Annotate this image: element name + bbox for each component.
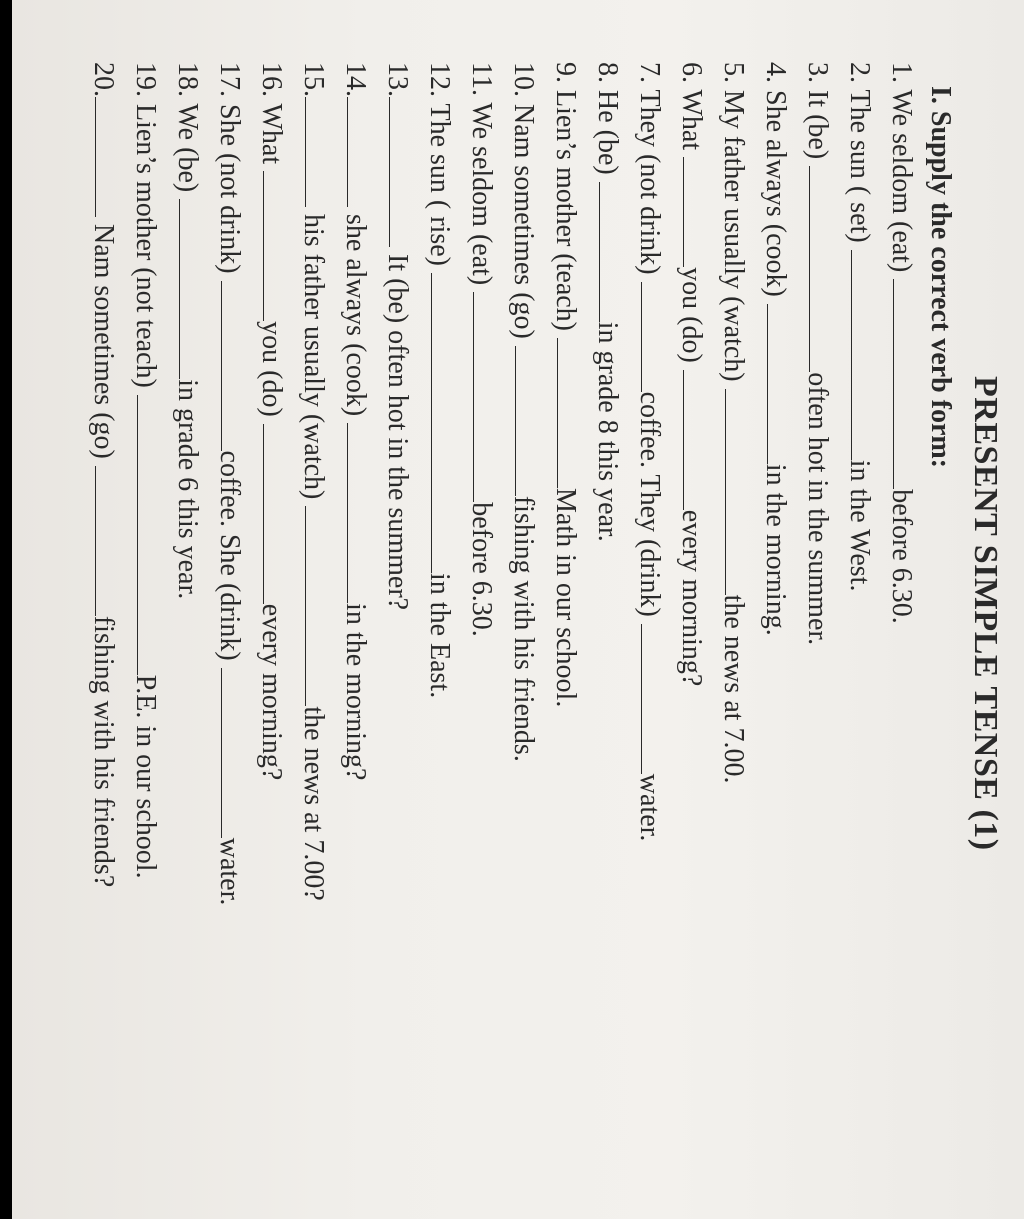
item-text: We seldom (eat) <box>886 89 917 273</box>
answer-blank[interactable] <box>347 423 370 603</box>
item-text: What <box>256 103 287 165</box>
item-text: It (be) <box>802 90 833 160</box>
item-text: It (be) often hot in the summer? <box>382 254 413 611</box>
answer-blank[interactable] <box>431 273 454 573</box>
item-text: She (not drink) <box>214 104 245 274</box>
item-number: 12. <box>424 62 455 97</box>
item-number: 20. <box>88 62 119 97</box>
item-number: 8. <box>592 62 623 83</box>
exercise-item-9 <box>548 62 582 707</box>
item-text: We seldom (eat) <box>466 102 497 286</box>
answer-blank[interactable] <box>767 304 790 464</box>
item-number: 14. <box>340 62 371 97</box>
item-number: 6. <box>676 62 707 83</box>
exercise-item-1 <box>884 62 918 624</box>
answer-blank[interactable] <box>263 424 286 604</box>
item-text: coffee. They (drink) <box>634 391 665 617</box>
item-number: 7. <box>634 62 665 83</box>
answer-blank[interactable] <box>305 97 328 207</box>
section-heading: I. Supply the correct verb form: <box>925 86 956 469</box>
exercise-item-13 <box>380 62 414 610</box>
answer-blank[interactable] <box>137 395 160 675</box>
item-text: What <box>676 89 707 151</box>
exercise-item-10 <box>506 62 540 762</box>
worksheet-content <box>16 38 1016 1178</box>
item-text: before 6.30. <box>886 489 917 624</box>
answer-blank[interactable] <box>683 370 706 510</box>
item-text: every morning? <box>256 603 287 781</box>
item-text: water. <box>214 837 245 906</box>
item-text: fishing with his friends? <box>88 615 119 888</box>
item-number: 18. <box>172 62 203 97</box>
item-number: 2. <box>844 62 875 83</box>
item-text: the news at 7.00. <box>718 594 749 784</box>
answer-blank[interactable] <box>599 182 622 322</box>
exercise-item-15 <box>296 62 330 901</box>
item-text: Nam sometimes (go) <box>508 104 539 339</box>
item-number: 5. <box>718 62 749 83</box>
exercise-item-4 <box>758 62 792 636</box>
item-text: in the West. <box>844 459 875 592</box>
answer-blank[interactable] <box>851 250 874 460</box>
item-text: you (do) <box>676 267 707 363</box>
item-number: 15. <box>298 62 329 97</box>
item-number: 19. <box>130 62 161 97</box>
item-text: We (be) <box>172 103 203 193</box>
answer-blank[interactable] <box>95 466 118 616</box>
answer-blank[interactable] <box>515 346 538 496</box>
item-number: 4. <box>760 62 791 83</box>
item-text: Lien’s mother (not teach) <box>130 104 161 388</box>
exercise-item-6 <box>674 62 708 686</box>
exercise-item-8 <box>590 62 624 542</box>
item-text: Math in our school. <box>550 488 581 708</box>
exercise-item-3 <box>800 62 834 645</box>
answer-blank[interactable] <box>473 292 496 502</box>
item-text: The sun ( set) <box>844 89 875 243</box>
answer-blank[interactable] <box>221 281 244 451</box>
item-text: Nam sometimes (go) <box>88 224 119 459</box>
answer-blank[interactable] <box>221 668 244 838</box>
item-text: He (be) <box>592 90 623 175</box>
exercise-item-12 <box>422 62 456 698</box>
item-text: in the morning? <box>340 603 371 781</box>
item-text: fishing with his friends. <box>508 495 539 762</box>
answer-blank[interactable] <box>641 624 664 774</box>
exercise-item-19 <box>128 62 162 879</box>
item-number: 17. <box>214 62 245 97</box>
item-text: before 6.30. <box>466 502 497 637</box>
answer-blank[interactable] <box>389 97 412 247</box>
answer-blank[interactable] <box>893 279 916 489</box>
item-text: They (not drink) <box>634 89 665 275</box>
exercise-item-2 <box>842 62 876 591</box>
answer-blank[interactable] <box>347 97 370 207</box>
exercise-item-11 <box>464 62 498 637</box>
item-text: in the morning. <box>760 463 791 636</box>
exercise-item-14 <box>338 62 372 780</box>
answer-blank[interactable] <box>641 282 664 392</box>
item-text: often hot in the summer. <box>802 372 833 646</box>
answer-blank[interactable] <box>725 389 748 595</box>
answer-blank[interactable] <box>305 506 328 706</box>
exercise-item-20 <box>86 62 120 887</box>
item-number: 10. <box>508 62 539 97</box>
item-text: in grade 6 this year. <box>172 379 203 600</box>
item-text: Lien’s mother (teach) <box>550 90 581 332</box>
item-text: she always (cook) <box>340 214 371 417</box>
item-text: She always (cook) <box>760 90 791 297</box>
item-text: every morning? <box>676 509 707 687</box>
item-number: 16. <box>256 62 287 97</box>
item-text: coffee. She (drink) <box>214 450 245 661</box>
item-text: The sun ( rise) <box>424 103 455 267</box>
item-number: 3. <box>802 62 833 83</box>
item-text: his father usually (watch) <box>298 214 329 500</box>
item-text: P.E. in our school. <box>130 674 161 879</box>
exercise-item-16 <box>254 62 288 780</box>
worksheet-title: PRESENT SIMPLE TENSE (1) <box>967 376 1004 851</box>
item-text: you (do) <box>256 321 287 417</box>
item-text: in the East. <box>424 573 455 699</box>
answer-blank[interactable] <box>683 157 706 267</box>
item-text: My father usually (watch) <box>718 90 749 382</box>
exercise-item-17 <box>212 62 246 905</box>
item-text: water. <box>634 773 665 842</box>
item-text: the news at 7.00? <box>298 706 329 901</box>
exercise-item-5 <box>716 62 750 784</box>
answer-blank[interactable] <box>557 338 580 488</box>
exercise-item-18 <box>170 62 204 599</box>
item-number: 1. <box>886 62 917 83</box>
item-number: 11. <box>466 62 497 96</box>
answer-blank[interactable] <box>263 171 286 321</box>
item-text: in grade 8 this year. <box>592 321 623 542</box>
answer-blank[interactable] <box>95 97 118 217</box>
exercise-item-7 <box>632 62 666 841</box>
answer-blank[interactable] <box>179 199 202 379</box>
item-number: 9. <box>550 62 581 83</box>
answer-blank[interactable] <box>809 166 832 372</box>
worksheet-paper <box>12 0 1024 1219</box>
item-number: 13. <box>382 62 413 97</box>
